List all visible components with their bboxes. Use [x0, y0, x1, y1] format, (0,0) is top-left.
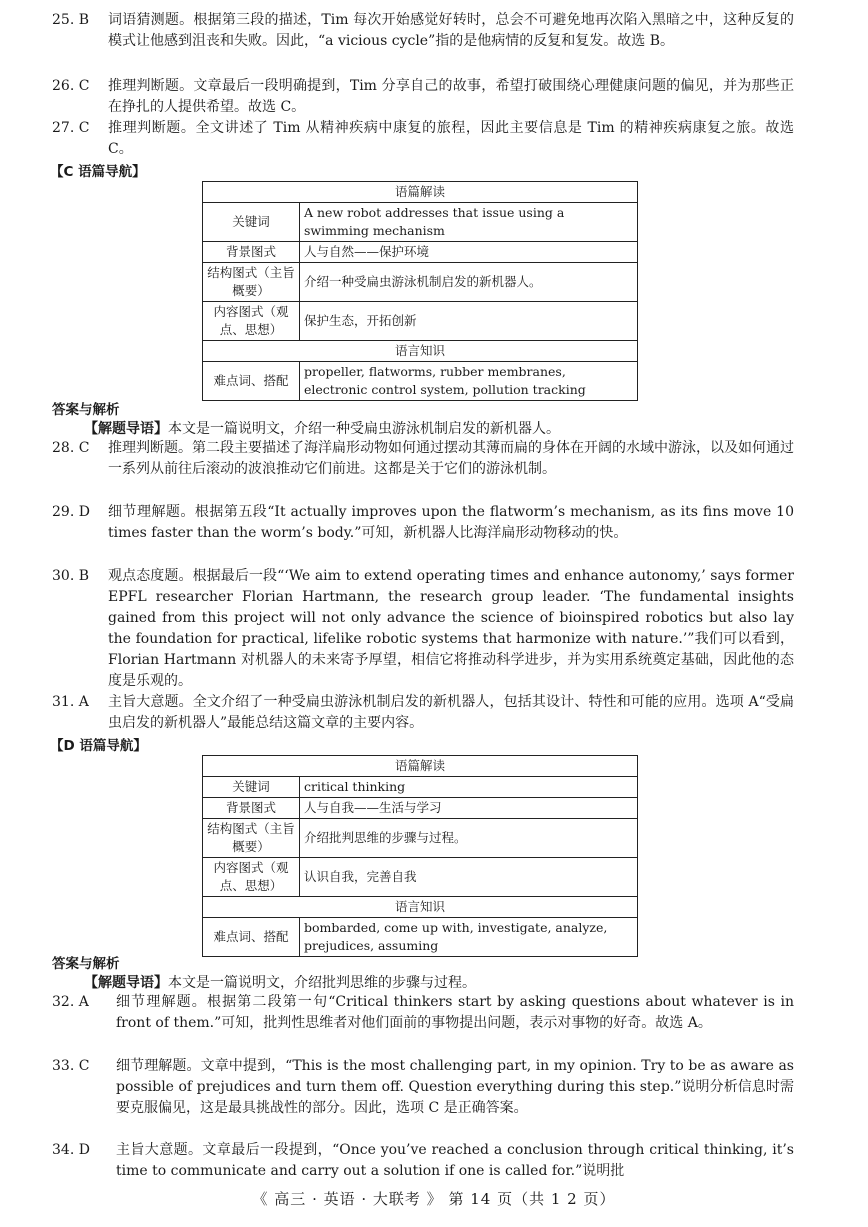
table-value: 介绍批判思维的步骤与过程。 [300, 819, 638, 858]
answer-item-29 [52, 502, 794, 544]
answer-number: 30. B [52, 568, 90, 584]
answer-number: 31. A [52, 694, 89, 710]
table-value: 介绍一种受扁虫游泳机制启发的新机器人。 [300, 263, 638, 302]
section-d-intro [84, 972, 804, 992]
answer-item-25 [52, 10, 794, 52]
section-c-intro [84, 418, 804, 438]
answer-explanation: 词语猜测题。根据第三段的描述，Tim 每次开始感觉好转时，总会不可避免地再次陷入黑暗之中，这种反复的模式让他感到沮丧和失败。因此，“a vicious cycle”指的是他病情的反复和复发。故选 B。 [108, 12, 794, 49]
table-value: 保护生态，开拓创新 [300, 302, 638, 341]
table-key: 内容图式（观点、思想） [203, 858, 300, 897]
table-header-language: 语言知识 [203, 897, 638, 918]
table-value: 认识自我，完善自我 [300, 858, 638, 897]
table-value: 人与自然——保护环境 [300, 242, 638, 263]
answer-explanation: 推理判断题。文章最后一段明确提到，Tim 分享自己的故事，希望打破围绕心理健康问题的偏见，并为那些正在挣扎的人提供希望。故选 C。 [108, 78, 794, 115]
table-value: 人与自我——生活与学习 [300, 798, 638, 819]
answer-explanation: 推理判断题。第二段主要描述了海洋扁形动物如何通过摆动其薄而扁的身体在开阔的水域中游泳，以及如何通过一系列从前往后滚动的波浪推动它们前进。这都是关于它们的游泳机制。 [108, 440, 794, 477]
section-d-answers-heading: 答案与解析 [52, 956, 120, 972]
answer-number: 26. C [52, 78, 90, 94]
table-header-reading: 语篇解读 [203, 756, 638, 777]
section-c-heading: 【C 语篇导航】 [50, 164, 146, 180]
intro-text: 本文是一篇说明文，介绍一种受扁虫游泳机制启发的新机器人。 [168, 421, 560, 437]
answer-explanation: 细节理解题。根据第二段第一句“Critical thinkers start by asking questions about whatever is in front of them.”可知，批判性思维者对他们面前的事物提出问题，表示对事物的好奇。故选 A。 [116, 994, 794, 1031]
answer-item-28 [52, 438, 794, 480]
answer-explanation: 细节理解题。根据第五段“It actually improves upon the flatworm’s mechanism, as its fins move 10 times faster than the worm’s body.”可知，新机器人比海洋扁形动物移动的快。 [108, 504, 794, 541]
answer-item-34 [52, 1140, 794, 1182]
table-header-language: 语言知识 [203, 341, 638, 362]
table-value: critical thinking [300, 777, 638, 798]
answer-number: 33. C [52, 1058, 90, 1074]
answer-number: 28. C [52, 440, 90, 456]
table-value: propeller, flatworms, rubber membranes, electronic control system, pollution tracking [300, 362, 638, 401]
table-value: bombarded, come up with, investigate, analyze, prejudices, assuming [300, 918, 638, 957]
table-header-reading: 语篇解读 [203, 182, 638, 203]
table-key: 关键词 [203, 777, 300, 798]
answer-explanation: 细节理解题。文章中提到，“This is the most challenging part, in my opinion. Try to be as aware as possible of prejudices and turn them off. Question everything during this step.”说明分析信息时需要克服偏见，这是最具挑战性的部分。因此，选项 C 是正确答案。 [116, 1058, 794, 1116]
table-key: 背景图式 [203, 798, 300, 819]
answer-explanation: 观点态度题。根据最后一段“‘We aim to extend operating times and enhance autonomy,’ says former EPFL researcher Florian Hartmann, the research group leader. ‘The fundamental insights gained from this project will not only advance the science of bioinspired robotics but also lay the foundation for practical, lifelike robotic systems that harmonize with nature.’”我们可以看到，Florian Hartmann 对机器人的未来寄予厚望，相信它将推动科学进步，并为实用系统奠定基础，因此他的态度是乐观的。 [108, 568, 794, 689]
answer-explanation: 主旨大意题。文章最后一段提到，“Once you’ve reached a conclusion through critical thinking, it’s time to communicate and carry out a solution if one is called for.”说明批 [116, 1142, 794, 1179]
answer-item-32 [52, 992, 794, 1034]
answer-item-27 [52, 118, 794, 160]
answer-explanation: 主旨大意题。全文介绍了一种受扁虫游泳机制启发的新机器人，包括其设计、特性和可能的应用。选项 A“受扁虫启发的新机器人”最能总结这篇文章的主要内容。 [108, 694, 794, 731]
answer-number: 34. D [52, 1142, 90, 1158]
intro-text: 本文是一篇说明文，介绍批判思维的步骤与过程。 [168, 975, 476, 991]
intro-label: 【解题导语】 [84, 421, 168, 437]
table-value: A new robot addresses that issue using a swimming mechanism [300, 203, 638, 242]
table-key: 结构图式（主旨概要） [203, 263, 300, 302]
answer-number: 27. C [52, 120, 90, 136]
answer-item-26 [52, 76, 794, 118]
table-key: 关键词 [203, 203, 300, 242]
answer-item-31 [52, 692, 794, 734]
answer-item-30 [52, 566, 794, 692]
intro-label: 【解题导语】 [84, 975, 168, 991]
table-key: 结构图式（主旨概要） [203, 819, 300, 858]
table-key: 难点词、搭配 [203, 918, 300, 957]
table-key: 内容图式（观点、思想） [203, 302, 300, 341]
section-c-table [202, 181, 638, 401]
answer-item-33 [52, 1056, 794, 1119]
table-key: 背景图式 [203, 242, 300, 263]
page-footer: 《 高三 · 英语 · 大联考 》 第 14 页（共 1 2 页） [252, 1190, 616, 1208]
table-key: 难点词、搭配 [203, 362, 300, 401]
section-d-heading: 【D 语篇导航】 [50, 738, 147, 754]
section-c-answers-heading: 答案与解析 [52, 402, 120, 418]
answer-number: 25. B [52, 12, 90, 28]
answer-number: 29. D [52, 504, 90, 520]
answer-number: 32. A [52, 994, 89, 1010]
section-d-table [202, 755, 638, 957]
answer-explanation: 推理判断题。全文讲述了 Tim 从精神疾病中康复的旅程，因此主要信息是 Tim 的精神疾病康复之旅。故选 C。 [108, 120, 794, 157]
